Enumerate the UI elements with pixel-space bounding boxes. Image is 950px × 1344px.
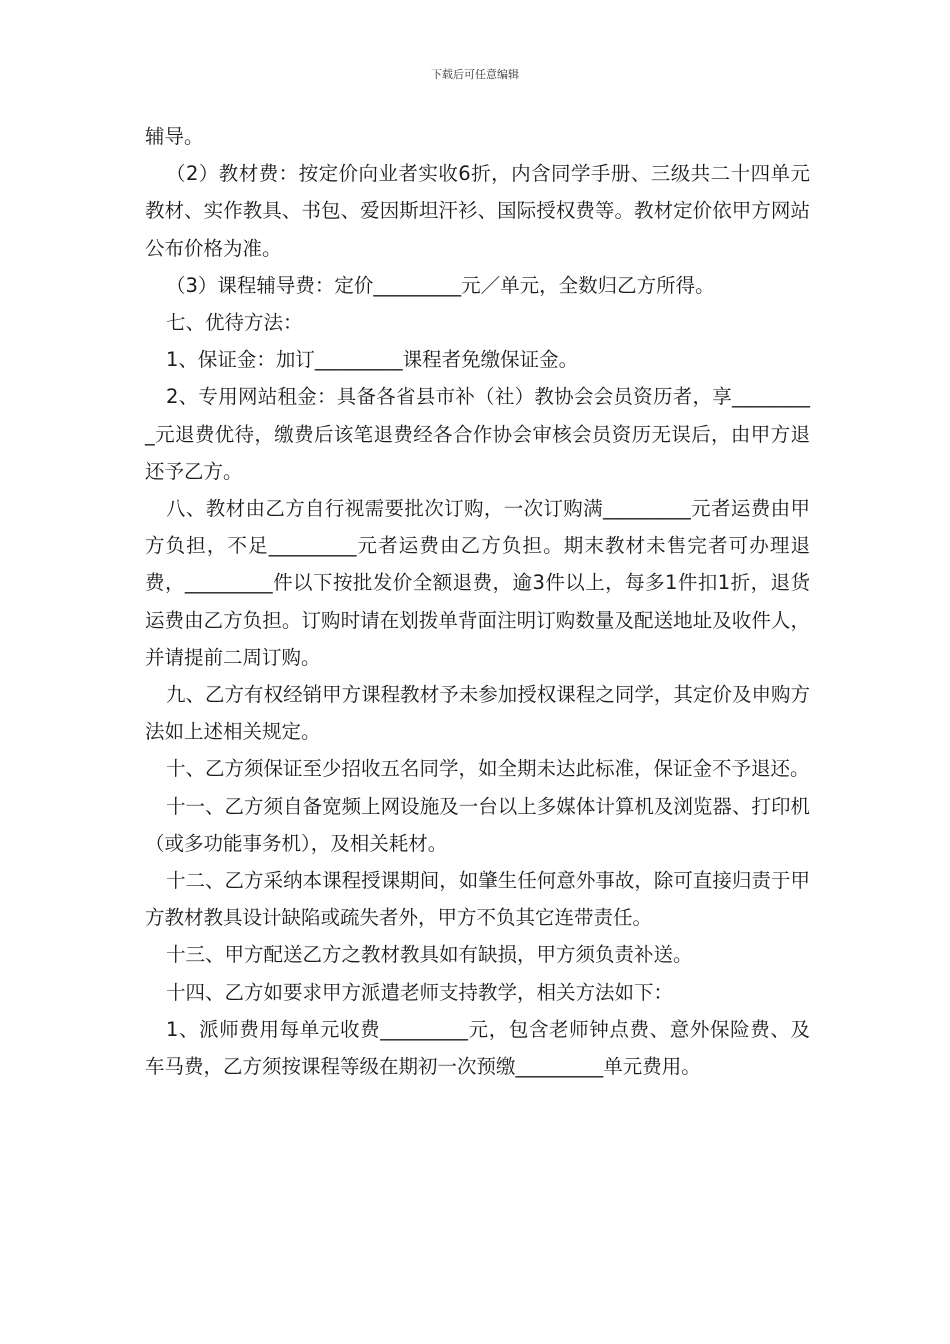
paragraph-section-13: 十三、甲方配送乙方之教材教具如有缺损，甲方须负责补送。 bbox=[166, 943, 693, 967]
paragraph-section-9: 九、乙方有权经销甲方课程教材予未参加授权课程之同学，其定价及申购方法如上述相关规定。 bbox=[145, 683, 810, 744]
document-body bbox=[145, 118, 810, 1085]
paragraph-section-14-1: 1、派师费用每单元收费_________元，包含老师钟点费、意外保险费、及车马费，乙方须按课程等级在期初一次预缴_________单元费用。 bbox=[145, 1017, 810, 1079]
paragraph-section-10: 十、乙方须保证至少招收五名同学，如全期未达此标准，保证金不予退还。 bbox=[166, 757, 810, 781]
paragraph-section-7-1: 1、保证金：加订_________课程者免缴保证金。 bbox=[166, 348, 579, 372]
paragraph-fudao: 辅导。 bbox=[145, 125, 204, 148]
paragraph-section-11: 十一、乙方须自备宽频上网设施及一台以上多媒体计算机及浏览器、打印机（或多功能事务机），及相关耗材。 bbox=[145, 794, 810, 855]
paragraph-item-2: （2）教材费：按定价向业者实收6折，内含同学手册、三级共二十四单元教材、实作教具、书包、爱因斯坦汗衫、国际授权费等。教材定价依甲方网站公布价格为准。 bbox=[145, 162, 810, 260]
paragraph-section-7-2: 2、专用网站租金：具备各省县市补（社）教协会会员资历者，享_________元退费优待，缴费后该笔退费经各合作协会审核会员资历无误后，由甲方退还予乙方。 bbox=[145, 385, 810, 483]
paragraph-section-7: 七、优待方法： bbox=[166, 311, 303, 335]
paragraph-section-12: 十二、乙方采纳本课程授课期间，如肇生任何意外事故，除可直接归责于甲方教材教具设计缺陷或疏失者外，甲方不负其它连带责任。 bbox=[145, 869, 810, 930]
paragraph-item-3: （3）课程辅导费：定价_________元／单元，全数归乙方所得。 bbox=[166, 273, 715, 297]
paragraph-section-14: 十四、乙方如要求甲方派遣老师支持教学，相关方法如下： bbox=[166, 980, 674, 1004]
paragraph-section-8: 八、教材由乙方自行视需要批次订购，一次订购满_________元者运费由甲方负担，不足_________元者运费由乙方负担。期末教材未售完者可办理退费，_________件以下按批发价全额退费，逾3件以上，每多1件扣1折，退货运费由乙方负担。订购时请在划拨单背面注明订购数量及配送地址及收件人，并请提前二周订购。 bbox=[145, 497, 810, 669]
page-header: 下载后可任意编辑 bbox=[431, 68, 519, 81]
